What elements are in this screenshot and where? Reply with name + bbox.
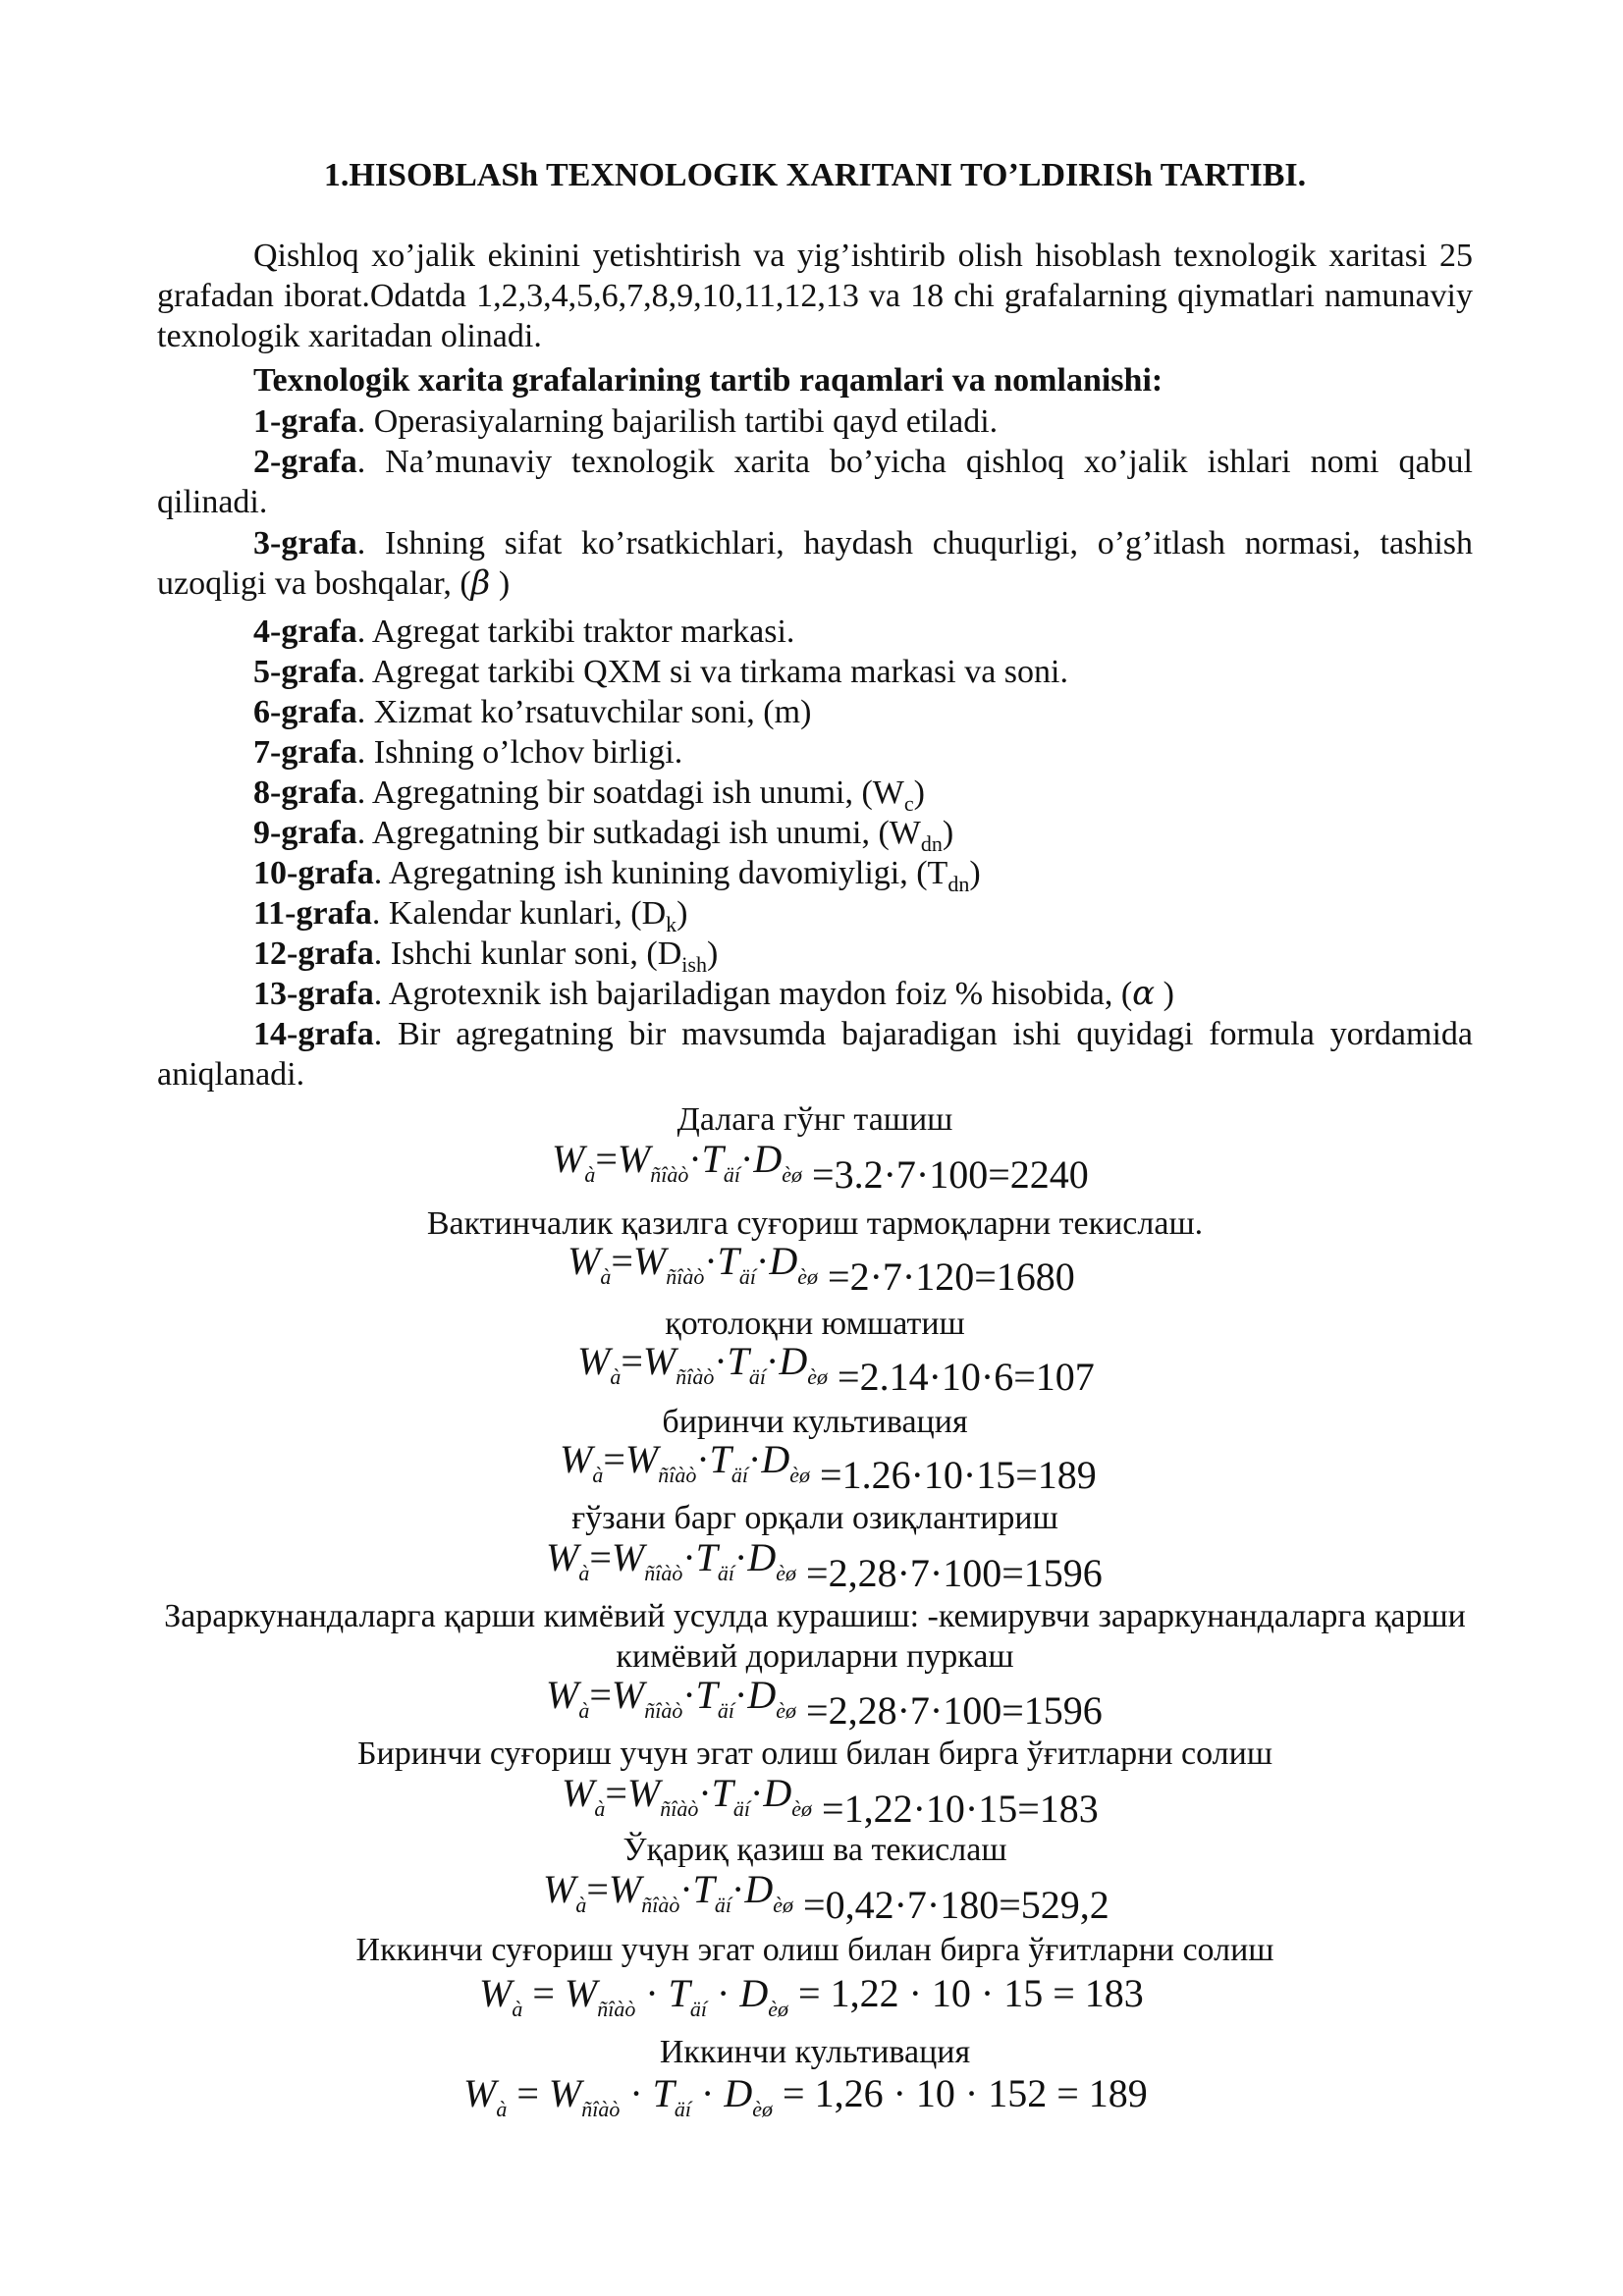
grafa-number: 3-grafa bbox=[253, 525, 357, 561]
formula: $W_à=W_{ñîàò}\cdot T_{äí}\cdot D_{èø} =2\cdot 7\cdot 120=1680$ bbox=[568, 1239, 1075, 1299]
grafa-text-end: ) bbox=[490, 565, 511, 602]
calc-label: Иккинчи культивация bbox=[659, 2034, 971, 2070]
grafa-item bbox=[157, 652, 1473, 692]
grafa-number: 4-grafa bbox=[253, 614, 357, 650]
grafa-number: 2-grafa bbox=[253, 444, 357, 480]
grafa-text: . Ishchi kunlar soni, (D bbox=[373, 935, 682, 972]
grafa-item bbox=[157, 1014, 1473, 1095]
grafa-text-end: ) bbox=[913, 774, 925, 811]
alpha-symbol: α bbox=[1132, 974, 1156, 1013]
grafa-number: 7-grafa bbox=[253, 734, 357, 771]
grafa-text: . Bir agregatning bir mavsumda bajaradigan ishi quyidagi formula yordamida aniqlanadi. bbox=[157, 1016, 1473, 1093]
grafa-text-end: ) bbox=[706, 935, 719, 972]
grafa-number: 12-grafa bbox=[253, 935, 374, 972]
calc-label: Вактинчалик қазилга суғориш тармоқларни текислаш. bbox=[426, 1205, 1204, 1242]
formula-result: =2,28·7·100=1596 bbox=[806, 1551, 1103, 1595]
grafa-text: . Agregatning bir soatdagi ish unumi, (W bbox=[356, 774, 904, 811]
grafa-number: 6-grafa bbox=[253, 694, 357, 730]
formula: $W_à=W_{ñîàò}\cdot T_{äí}\cdot D_{èø} =1.26\cdot 10\cdot 15=189$ bbox=[560, 1437, 1097, 1497]
formula: $W_à=W_{ñîàò}\cdot T_{äí}\cdot D_{èø} =2,28\cdot 7\cdot 100=1596$ bbox=[546, 1535, 1103, 1595]
formula-result: = 1,26 · 10 · 152 = 189 bbox=[783, 2071, 1148, 2115]
grafa-text: . Kalendar kunlari, (D bbox=[371, 895, 667, 932]
grafa-text-end: ) bbox=[1155, 976, 1174, 1012]
calc-label: Зараркунандаларга қарши кимёвий усулда курашиш: -кемирувчи зараркунандаларга қарши кимёвий дориларни пуркаш bbox=[164, 1598, 1466, 1675]
grafa-item bbox=[157, 612, 1473, 652]
calc-label: Ўқариқ қазиш ва текислаш bbox=[622, 1832, 1007, 1868]
page-title: 1.HISOBLASh TEXNOLOGIK XARITANI TO’LDIRISh TARTIBI. bbox=[323, 157, 1307, 193]
grafa-text: . Agregat tarkibi QXM si va tirkama markasi va soni. bbox=[356, 654, 1068, 690]
grafa-item bbox=[157, 974, 1473, 1014]
formula-result: =1,22·10·15=183 bbox=[822, 1787, 1099, 1831]
formula: $W_à = W_{ñîàò} \cdot T_{äí} \cdot D_{èø} = 1,26 \cdot 10 \cdot 152 = 189$ bbox=[463, 2071, 1148, 2121]
calc-label: Иккинчи суғориш учун эгат олиш билан бирга ўғитларни солиш bbox=[355, 1932, 1274, 1968]
grafa-number: 11-grafa bbox=[253, 895, 372, 932]
formula-result: =2,28·7·100=1596 bbox=[806, 1688, 1103, 1733]
calc-label: биринчи культивация bbox=[662, 1404, 968, 1440]
subscript: ish bbox=[681, 951, 707, 977]
formula-result: =2·7·120=1680 bbox=[828, 1255, 1075, 1299]
intro-paragraph: Qishloq xo’jalik ekinini yetishtirish va yig’ishtirib olish hisoblash texnologik xaritasi 25 grafadan iborat.Odatda 1,2,3,4,5,6,7,8,9,10,11,12,13 va 18 chi grafalarning qiymatlari namunaviy texnologik xaritadan olinadi. bbox=[157, 238, 1473, 354]
formula: $W_à=W_{ñîàò}\cdot T_{äí}\cdot D_{èø} =2,28\cdot 7\cdot 100=1596$ bbox=[546, 1673, 1103, 1733]
grafa-number: 10-grafa bbox=[253, 855, 374, 891]
grafa-text: . Operasiyalarning bajarilish tartibi qayd etiladi. bbox=[356, 403, 999, 440]
grafa-text: . Agregatning bir sutkadagi ish unumi, (W bbox=[356, 815, 921, 851]
calc-label: қотолоқни юмшатиш bbox=[665, 1306, 965, 1342]
formula-result: = 1,22 · 10 · 15 = 183 bbox=[798, 1971, 1144, 2015]
grafa-text-end: ) bbox=[942, 815, 954, 851]
grafa-text: . Xizmat ko’rsatuvchilar soni, (m) bbox=[356, 694, 812, 730]
grafa-text: . Agrotexnik ish bajariladigan maydon foiz % hisobida, ( bbox=[373, 976, 1133, 1012]
grafa-number: 1-grafa bbox=[253, 403, 357, 440]
subscript: dn bbox=[947, 871, 970, 896]
formula-result: =0,42·7·180=529,2 bbox=[803, 1883, 1109, 1927]
formula-result: =3.2·7·100=2240 bbox=[812, 1152, 1089, 1197]
grafa-item bbox=[157, 692, 1473, 732]
formula-result: =2.14·10·6=107 bbox=[838, 1355, 1095, 1399]
formula: $W_à=W_{ñîàò}\cdot T_{äí}\cdot D_{èø} =3.2\cdot 7\cdot 100=2240$ bbox=[552, 1137, 1089, 1197]
section-subheading: Texnologik xarita grafalarining tartib raqamlari va nomlanishi: bbox=[253, 362, 1163, 399]
grafa-text: . Agregat tarkibi traktor markasi. bbox=[356, 614, 795, 650]
grafa-item bbox=[157, 523, 1473, 604]
grafa-number: 13-grafa bbox=[253, 976, 374, 1012]
grafa-text: . Agregatning ish kunining davomiyligi, (T bbox=[373, 855, 948, 891]
grafa-text-end: ) bbox=[676, 895, 688, 932]
calc-label: ғўзани барг орқали озиқлантириш bbox=[571, 1500, 1058, 1536]
grafa-number: 5-grafa bbox=[253, 654, 357, 690]
formula-result: =1.26·10·15=189 bbox=[820, 1453, 1097, 1497]
grafa-number: 9-grafa bbox=[253, 815, 357, 851]
formula: $W_à=W_{ñîàò}\cdot T_{äí}\cdot D_{èø} =2.14\cdot 10\cdot 6=107$ bbox=[577, 1339, 1095, 1399]
calc-label: Биринчи суғориш учун эгат олиш билан бирга ўғитларни солиш bbox=[356, 1735, 1273, 1772]
beta-symbol: β bbox=[470, 563, 491, 603]
grafa-item bbox=[157, 732, 1473, 773]
grafa-text: . Ishning o’lchov birligi. bbox=[356, 734, 683, 771]
formula: $W_à=W_{ñîàò}\cdot T_{äí}\cdot D_{èø} =0,42\cdot 7\cdot 180=529,2$ bbox=[543, 1867, 1109, 1927]
calc-label: Далага гўнг ташиш bbox=[676, 1101, 953, 1138]
grafa-number: 8-grafa bbox=[253, 774, 357, 811]
grafa-item bbox=[157, 442, 1473, 522]
subscript: c bbox=[903, 790, 914, 816]
subscript: dn bbox=[920, 830, 943, 856]
subscript: k bbox=[666, 911, 677, 936]
formula: $W_à=W_{ñîàò}\cdot T_{äí}\cdot D_{èø} =1,22\cdot 10\cdot 15=183$ bbox=[562, 1771, 1099, 1831]
grafa-number: 14-grafa bbox=[253, 1016, 374, 1052]
grafa-text: . Ishning sifat ko’rsatkichlari, haydash chuqurligi, o’g’itlash normasi, tashish uzoqligi va boshqalar, ( bbox=[157, 525, 1473, 602]
grafa-item bbox=[157, 401, 1473, 442]
grafa-text-end: ) bbox=[969, 855, 981, 891]
formula: $W_à = W_{ñîàò} \cdot T_{äí} \cdot D_{èø} = 1,22 \cdot 10 \cdot 15 = 183$ bbox=[479, 1971, 1144, 2021]
grafa-text: . Na’munaviy texnologik xarita bo’yicha qishloq xo’jalik ishlari nomi qabul qilinadi. bbox=[157, 444, 1473, 520]
